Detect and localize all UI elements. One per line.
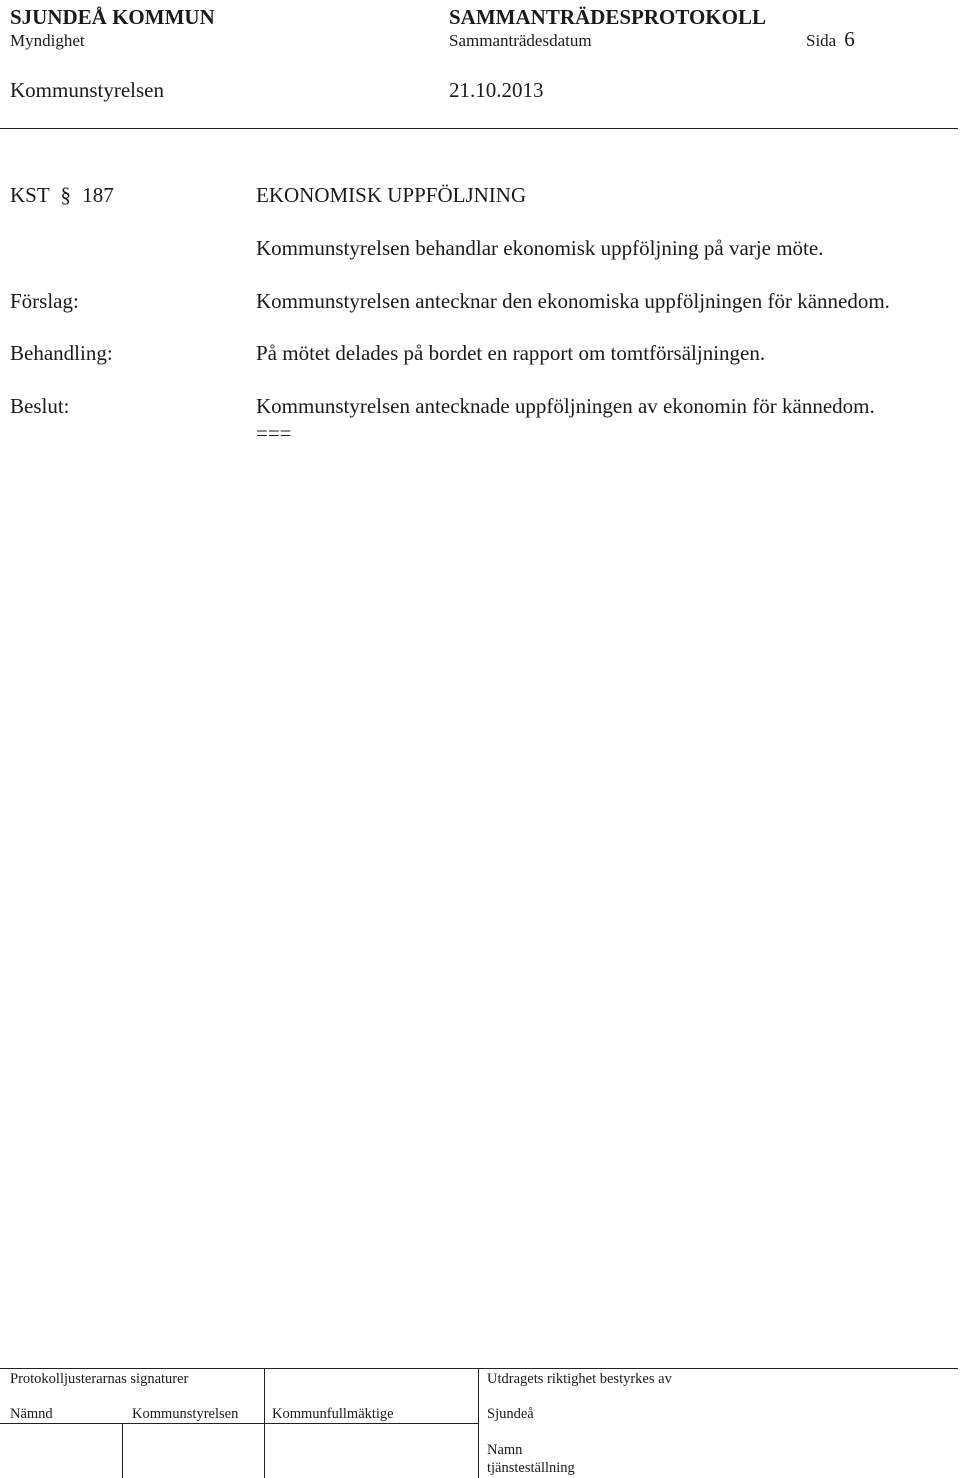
section-id-number: 187 <box>82 183 114 207</box>
body-1: Kommunstyrelsen <box>132 1406 239 1422</box>
municipality-name: SJUNDEÅ KOMMUN <box>10 5 215 29</box>
section-intro: Kommunstyrelsen behandlar ekonomisk uppföljning på varje möte. <box>256 236 824 260</box>
header-divider <box>0 128 958 129</box>
section-id <box>10 185 114 206</box>
body-2: Kommunfullmäktige <box>272 1406 394 1422</box>
paragraph-sign: § <box>60 183 72 207</box>
section-id-prefix: KST <box>10 183 50 207</box>
decision-label: Beslut: <box>10 394 70 418</box>
body-label: Nämnd <box>10 1406 53 1422</box>
proposal-label: Förslag: <box>10 289 79 313</box>
decision-text: Kommunstyrelsen antecknade uppföljningen av ekonomin för kännedom. <box>256 394 875 418</box>
certification-label: Utdragets riktighet bestyrkes av <box>487 1371 672 1387</box>
page-number: 6 <box>844 27 855 51</box>
page-indicator <box>806 29 855 51</box>
section-title: EKONOMISK UPPFÖLJNING <box>256 183 527 207</box>
handling-text: På mötet delades på bordet en rapport om tomtförsäljningen. <box>256 341 766 365</box>
footer-divider-certification <box>478 1368 479 1478</box>
signatures-label: Protokolljusterarnas signaturer <box>10 1371 189 1387</box>
place: Sjundeå <box>487 1406 534 1422</box>
authority-label: Myndighet <box>10 31 85 50</box>
footer-mid-rule <box>0 1423 478 1424</box>
position-label: tjänsteställning <box>487 1460 575 1476</box>
footer-top-rule <box>0 1368 958 1369</box>
authority-name: Kommunstyrelsen <box>10 78 164 102</box>
name-label: Namn <box>487 1442 523 1458</box>
end-mark: === <box>256 421 292 445</box>
handling-label: Behandling: <box>10 341 113 365</box>
document-type: SAMMANTRÄDESPROTOKOLL <box>449 5 766 29</box>
meeting-date-label: Sammanträdesdatum <box>449 31 592 50</box>
meeting-date: 21.10.2013 <box>449 78 544 102</box>
page-label: Sida <box>806 31 837 50</box>
proposal-text: Kommunstyrelsen antecknar den ekonomiska uppföljningen för kännedom. <box>256 289 890 313</box>
footer-signature-box-divider <box>122 1423 123 1478</box>
